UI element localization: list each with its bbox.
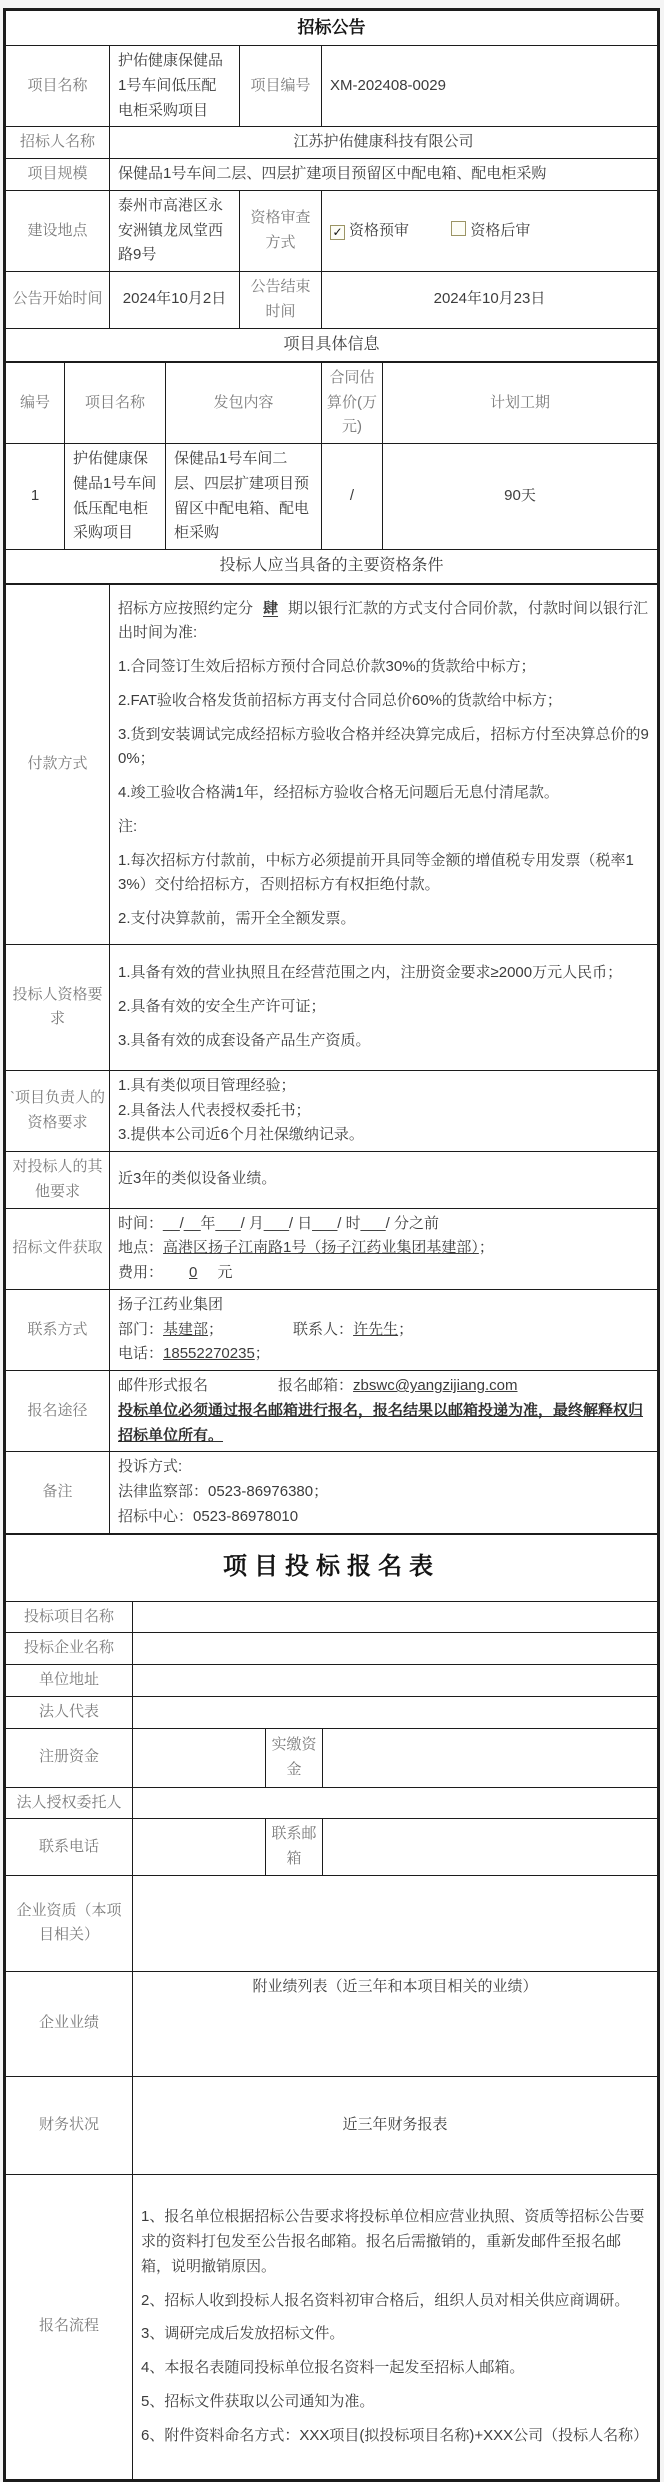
signup-process-content	[133, 2174, 658, 2479]
row-remark	[6, 1452, 658, 1533]
col-header-no: 编号	[6, 362, 65, 443]
payment-note: 1.每次招标方付款前，中标方必须提前开具同等金额的增值税专用发票（税率13%）交付给招标方，否则招标方有权拒绝付款。	[118, 851, 634, 894]
row-bid-project-name	[6, 1601, 658, 1633]
col-header-content: 发包内容	[166, 362, 322, 443]
detail-data-row	[6, 444, 658, 550]
requirements-table	[5, 584, 658, 1534]
col-header-name: 项目名称	[65, 362, 166, 443]
contact-person: 许先生	[353, 1320, 399, 1338]
doc-obtain-fee: 0	[189, 1264, 198, 1282]
signup-process-item: 6、附件资料命名方式：XXX项目(拟投标项目名称)+XXX公司（投标人名称）	[141, 2426, 649, 2444]
project-name-label: 项目名称	[6, 46, 110, 127]
registered-capital-field[interactable]	[133, 1728, 266, 1787]
bidder-qualification-item: 3.具备有效的成套设备产品生产资质。	[118, 1031, 371, 1049]
remark-content	[110, 1452, 658, 1533]
announcement-table	[5, 10, 658, 362]
prequalification-label: 资格预审	[349, 221, 410, 239]
row-financial-status	[6, 2076, 658, 2174]
row-bidder-qualification	[6, 944, 658, 1070]
bidder-qualification-item: 2.具备有效的安全生产许可证；	[118, 997, 326, 1015]
other-requirements-value: 近3年的类似设备业绩。	[110, 1152, 658, 1209]
payment-content	[110, 584, 658, 944]
attorney-field[interactable]	[133, 1787, 658, 1819]
detail-price: /	[322, 444, 383, 550]
details-section-title: 项目具体信息	[6, 328, 658, 361]
installment-fill: 肆	[263, 599, 279, 617]
contact-dept-line: 部门：基建部； 联系人：许先生；	[118, 1320, 414, 1338]
bidder-qualification-item: 1.具备有效的营业执照且在经营范围之内，注册资金要求≥2000万元人民币；	[118, 964, 623, 982]
row-bid-company-name	[6, 1633, 658, 1665]
row-location	[6, 190, 658, 271]
form-title: 项目投标报名表	[6, 1534, 658, 1601]
postqualification-checkbox-empty-icon[interactable]	[451, 221, 466, 236]
signup-process-item: 5、招标文件获取以公司通知为准。	[141, 2392, 375, 2410]
row-tenderee	[6, 127, 658, 159]
bidder-qualification-label: 投标人资格要求	[6, 944, 110, 1070]
manager-qualification-item: 2.具备法人代表授权委托书；	[118, 1101, 311, 1119]
payment-note: 2.支付决算款前，需开全全额发票。	[118, 910, 356, 928]
manager-qualification-item: 1.具有类似项目管理经验；	[118, 1076, 296, 1094]
location-value: 泰州市高港区永安洲镇龙凤堂西路9号	[110, 190, 240, 271]
contact-label: 联系方式	[6, 1289, 110, 1370]
remark-line: 招标中心：0523-86978010	[118, 1507, 299, 1525]
row-qualification-section	[6, 550, 658, 583]
row-company-qualification	[6, 1875, 658, 1971]
review-method-value	[322, 190, 658, 271]
attorney-label: 法人授权委托人	[6, 1787, 133, 1819]
signup-process-item: 4、本报名表随同投标单位报名资料一起发至招标人邮箱。	[141, 2359, 525, 2377]
qualification-section-title: 投标人应当具备的主要资格条件	[6, 550, 658, 583]
remark-line: 投诉方式:	[118, 1458, 183, 1476]
doc-obtain-label: 招标文件获取	[6, 1208, 110, 1289]
detail-duration: 90天	[383, 444, 658, 550]
financial-status-label: 财务状况	[6, 2076, 133, 2174]
col-header-price: 合同估算价(万元)	[322, 362, 383, 443]
contact-phone-line: 电话：18552270235；	[118, 1345, 270, 1363]
scale-label: 项目规模	[6, 159, 110, 191]
row-details-section	[6, 328, 658, 361]
row-announce-dates	[6, 272, 658, 329]
legal-representative-label: 法人代表	[6, 1696, 133, 1728]
project-no-value: XM-202408-0029	[322, 46, 658, 127]
payment-label: 付款方式	[6, 584, 110, 944]
row-doc-obtain	[6, 1208, 658, 1289]
registration-form-table	[5, 1534, 658, 2480]
remark-label: 备注	[6, 1452, 110, 1533]
tender-document	[3, 8, 660, 2482]
doc-obtain-time-line: 时间：__/__年___/ 月___/ 日___/ 时___/ 分之前	[118, 1214, 439, 1232]
manager-qualification-content	[110, 1070, 658, 1151]
signup-process-label: 报名流程	[6, 2174, 133, 2479]
end-time-label: 公告结束时间	[240, 272, 322, 329]
manager-qualification-label: `项目负责人的资格要求	[6, 1070, 110, 1151]
tenderee-label: 招标人名称	[6, 127, 110, 159]
detail-header-row	[6, 362, 658, 443]
payment-item: 2.FAT验收合格发货前招标方再支付合同总价60%的货款给中标方；	[118, 691, 562, 709]
project-no-label: 项目编号	[240, 46, 322, 127]
project-detail-table	[5, 362, 658, 584]
row-company-performance	[6, 1971, 658, 2076]
contact-dept: 基建部	[163, 1320, 209, 1338]
payment-item: 3.货到安装调试完成经招标方验收合格并经决算完成后，招标方付至决算总价的90%；	[118, 725, 649, 768]
tenderee-value: 江苏护佑健康科技有限公司	[110, 127, 658, 159]
row-payment	[6, 584, 658, 944]
financial-status-value: 近三年财务报表	[133, 2076, 658, 2174]
company-qualification-label: 企业资质（本项目相关）	[6, 1875, 133, 1971]
announcement-title-row	[6, 11, 658, 46]
start-time-label: 公告开始时间	[6, 272, 110, 329]
signup-method: 邮件形式报名	[118, 1377, 209, 1395]
signup-process-item: 2、招标人收到投标人报名资料初审合格后，组织人员对相关供应商调研。	[141, 2291, 630, 2309]
project-name-value: 护佑健康保健品1号车间低压配电柜采购项目	[110, 46, 240, 127]
row-manager-qualification	[6, 1070, 658, 1151]
contact-company: 扬子江药业集团	[118, 1295, 224, 1313]
company-address-field[interactable]	[133, 1665, 658, 1697]
row-other-requirements	[6, 1152, 658, 1209]
contact-phone-field[interactable]	[133, 1819, 266, 1876]
company-qualification-field[interactable]	[133, 1875, 658, 1971]
col-header-duration: 计划工期	[383, 362, 658, 443]
company-address-label: 单位地址	[6, 1665, 133, 1697]
contact-phone: 18552270235	[163, 1345, 255, 1363]
detail-name: 护佑健康保健品1号车间低压配电柜采购项目	[65, 444, 166, 550]
paid-capital-label: 实缴资金	[266, 1728, 323, 1787]
postqualification-label: 资格后审	[470, 221, 531, 239]
doc-obtain-place: 高港区扬子江南路1号（扬子江药业集团基建部）	[163, 1239, 479, 1257]
contact-content	[110, 1289, 658, 1370]
signup-statement: 投标单位必须通过报名邮箱进行报名，报名结果以邮箱投递为准，最终解释权归招标单位所有。	[118, 1401, 644, 1444]
row-contact	[6, 1289, 658, 1370]
scale-value: 保健品1号车间二层、四层扩建项目预留区中配电箱、配电柜采购	[110, 159, 658, 191]
doc-obtain-content	[110, 1208, 658, 1289]
form-title-row	[6, 1534, 658, 1601]
manager-qualification-item: 3.提供本公司近6个月社保缴纳记录。	[118, 1126, 364, 1144]
signup-email-line: 邮件形式报名 报名邮箱：zbswc@yangzijiang.com	[118, 1377, 518, 1395]
bid-company-name-label: 投标企业名称	[6, 1633, 133, 1665]
signup-process-item: 3、调研完成后发放招标文件。	[141, 2325, 345, 2343]
legal-representative-field[interactable]	[133, 1696, 658, 1728]
contact-phone-label: 联系电话	[6, 1819, 133, 1876]
row-attorney	[6, 1787, 658, 1819]
row-company-address	[6, 1665, 658, 1697]
row-contact-phone	[6, 1819, 658, 1876]
bidder-qualification-content	[110, 944, 658, 1070]
registered-capital-label: 注册资金	[6, 1728, 133, 1787]
paid-capital-field[interactable]	[323, 1728, 658, 1787]
other-requirements-label: 对投标人的其他要求	[6, 1152, 110, 1209]
row-legal-representative	[6, 1696, 658, 1728]
location-label: 建设地点	[6, 190, 110, 271]
signup-content	[110, 1371, 658, 1452]
start-time-value: 2024年10月2日	[110, 272, 240, 329]
row-signup	[6, 1371, 658, 1452]
company-performance-value: 附业绩列表（近三年和本项目相关的业绩）	[133, 1971, 658, 2076]
signup-process-item: 1、报名单位根据招标公告要求将投标单位相应营业执照、资质等招标公告要求的资料打包发至公告报名邮箱。报名后需撤销的，重新发邮件至报名邮箱，说明撤销原因。	[141, 2208, 645, 2275]
row-signup-process	[6, 2174, 658, 2479]
bid-project-name-label: 投标项目名称	[6, 1601, 133, 1633]
contact-email-label: 联系邮箱	[266, 1819, 323, 1876]
row-registered-capital	[6, 1728, 658, 1787]
payment-item: 1.合同签订生效后招标方预付合同总价款30%的货款给中标方；	[118, 658, 536, 676]
detail-no: 1	[6, 444, 65, 550]
payment-note-title: 注:	[118, 817, 138, 835]
payment-item: 4.竣工验收合格满1年，经招标方验收合格无问题后无息付清尾款。	[118, 784, 559, 802]
payment-intro: 招标方应按照约定分 肆 期以银行汇款的方式支付合同价款，付款时间以银行汇出时间为准:	[118, 599, 649, 642]
end-time-value: 2024年10月23日	[322, 272, 658, 329]
remark-line: 法律监察部：0523-86976380；	[118, 1483, 329, 1501]
signup-email[interactable]: zbswc@yangzijiang.com	[353, 1377, 518, 1395]
review-method-label: 资格审查方式	[240, 190, 322, 271]
doc-obtain-fee-line: 费用： 0 元	[118, 1264, 233, 1282]
bid-company-name-field[interactable]	[133, 1633, 658, 1665]
row-project-name	[6, 46, 658, 127]
row-scale	[6, 159, 658, 191]
prequalification-checkbox-checked-icon[interactable]: ✓	[330, 225, 345, 240]
announcement-title: 招标公告	[6, 11, 658, 46]
detail-content: 保健品1号车间二层、四层扩建项目预留区中配电箱、配电柜采购	[166, 444, 322, 550]
company-performance-label: 企业业绩	[6, 1971, 133, 2076]
doc-obtain-place-line: 地点：高港区扬子江南路1号（扬子江药业集团基建部）；	[118, 1239, 494, 1257]
bid-project-name-field[interactable]	[133, 1601, 658, 1633]
signup-label: 报名途径	[6, 1371, 110, 1452]
contact-email-field[interactable]	[323, 1819, 658, 1876]
